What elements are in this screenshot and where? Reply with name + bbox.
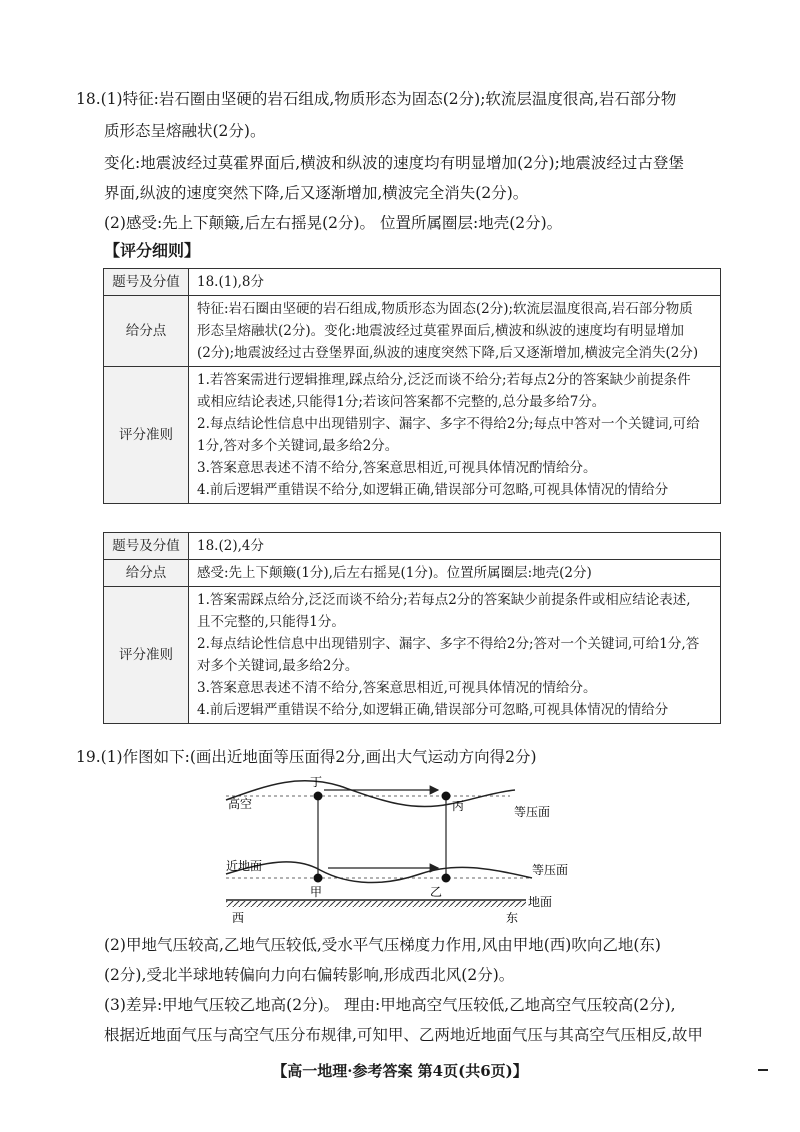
table-row <box>104 560 721 587</box>
score-value: 18.(2),4分 <box>189 533 721 560</box>
q19-part3-line-2: 根据近地面气压与高空气压分布规律,可知甲、乙两地近地面气压与其高空气压相反,故甲 <box>104 1026 703 1044</box>
point-ding <box>314 792 323 801</box>
upper-isobar-line <box>226 781 515 807</box>
table-row <box>104 533 721 560</box>
rubric-heading: 【评分细则】 <box>104 241 201 260</box>
label-yi: 乙 <box>430 885 443 899</box>
point-yi <box>442 874 451 883</box>
table-label: 评分准则 <box>104 367 189 504</box>
content-line: 4.前后逻辑严重错误不给分,如逻辑正确,错误部分可忽略,可视具体情况的情给分 <box>197 702 669 718</box>
page-footer: 【高一地理·参考答案 第4页(共6页)】 <box>272 1062 528 1080</box>
scoring-criteria <box>189 587 721 724</box>
label-isobar-top: 等压面 <box>514 805 551 819</box>
content-line: 形态呈熔融状(2分)。变化:地震波经过莫霍界面后,横波和纵波的速度均有明显增加 <box>197 323 684 339</box>
content-line: 或相应结论表述,只能得1分;若该问答案都不完整的,总分最多给7分。 <box>197 394 606 410</box>
q19-part2-line-2: (2分),受北半球地转偏向力向右偏转影响,形成西北风(2分)。 <box>104 966 515 984</box>
q18-line-3: 变化:地震波经过莫霍界面后,横波和纵波的速度均有明显增加(2分);地震波经过古登堡 <box>104 154 684 172</box>
table-label: 题号及分值 <box>104 269 189 296</box>
label-west: 西 <box>232 911 245 925</box>
content-line: 4.前后逻辑严重错误不给分,如逻辑正确,错误部分可忽略,可视具体情况的情给分 <box>197 482 669 498</box>
content-line: 1.答案需踩点给分,泛泛而谈不给分;若每点2分的答案缺少前提条件或相应结论表述, <box>197 592 691 608</box>
lower-isobar-line <box>226 862 532 883</box>
label-near-ground: 近地面 <box>226 859 263 873</box>
label-ground: 地面 <box>528 895 553 909</box>
table-row <box>104 296 721 367</box>
q19-intro: 19.(1)作图如下:(画出近地面等压面得2分,画出大气运动方向得2分) <box>76 748 537 766</box>
q19-part2-line-1: (2)甲地气压较高,乙地气压较低,受水平气压梯度力作用,风由甲地(西)吹向乙地(东) <box>104 936 661 954</box>
pressure-diagram <box>210 774 570 926</box>
rubric-table-18-2 <box>103 532 721 724</box>
content-line: 特征:岩石圈由坚硬的岩石组成,物质形态为固态(2分);软流层温度很高,岩石部分物质 <box>197 301 693 317</box>
point-jia <box>314 874 323 883</box>
label-bing: 丙 <box>452 799 465 813</box>
table-row <box>104 367 721 504</box>
q19-part3-line-1: (3)差异:甲地气压较乙地高(2分)。 理由:甲地高空气压较低,乙地高空气压较高(2分), <box>104 996 676 1014</box>
content-line: 3.答案意思表述不清不给分,答案意思相近,可视具体情况的情给分。 <box>197 680 597 696</box>
rubric-table-18-1 <box>103 268 721 504</box>
ground-hatch <box>226 901 526 907</box>
corner-mark <box>758 1069 768 1071</box>
content-line: 1.若答案需进行逻辑推理,踩点给分,泛泛而谈不给分;若每点2分的答案缺少前提条件 <box>197 372 691 388</box>
q18-line-1: 18.(1)特征:岩石圈由坚硬的岩石组成,物质形态为固态(2分);软流层温度很高,岩石部分物 <box>76 90 677 108</box>
q18-line-2: 质形态呈熔融状(2分)。 <box>104 122 266 140</box>
scoring-criteria <box>189 367 721 504</box>
content-line: 2.每点结论性信息中出现错别字、漏字、多字不得给2分;答对一个关键词,可给1分,答 <box>197 636 700 652</box>
scoring-points <box>189 296 721 367</box>
q18-line-5: (2)感受:先上下颠簸,后左右摇晃(2分)。 位置所属圈层:地壳(2分)。 <box>104 214 563 232</box>
table-label: 题号及分值 <box>104 533 189 560</box>
scoring-points: 感受:先上下颠簸(1分),后左右摇晃(1分)。位置所属圈层:地壳(2分) <box>189 560 721 587</box>
score-value: 18.(1),8分 <box>189 269 721 296</box>
table-label: 给分点 <box>104 296 189 367</box>
content-line: 1分,答对多个关键词,最多给2分。 <box>197 438 399 454</box>
label-high-altitude: 高空 <box>228 797 253 811</box>
table-label: 评分准则 <box>104 587 189 724</box>
label-east: 东 <box>506 911 519 925</box>
content-line: 且不完整的,只能得1分。 <box>197 614 345 630</box>
content-line: (2分);地震波经过古登堡界面,纵波的速度突然下降,后又逐渐增加,横波完全消失(2分) <box>197 345 699 361</box>
label-isobar-bottom: 等压面 <box>532 863 569 877</box>
point-bing <box>442 792 451 801</box>
content-line: 3.答案意思表述不清不给分,答案意思相近,可视具体情况酌情给分。 <box>197 460 597 476</box>
label-ding: 丁 <box>310 775 323 789</box>
label-jia: 甲 <box>310 885 323 899</box>
table-row <box>104 587 721 724</box>
table-label: 给分点 <box>104 560 189 587</box>
table-row <box>104 269 721 296</box>
q18-line-4: 界面,纵波的速度突然下降,后又逐渐增加,横波完全消失(2分)。 <box>104 184 529 202</box>
content-line: 2.每点结论性信息中出现错别字、漏字、多字不得给2分;每点中答对一个关键词,可给 <box>197 416 700 432</box>
content-line: 对多个关键词,最多给2分。 <box>197 658 359 674</box>
